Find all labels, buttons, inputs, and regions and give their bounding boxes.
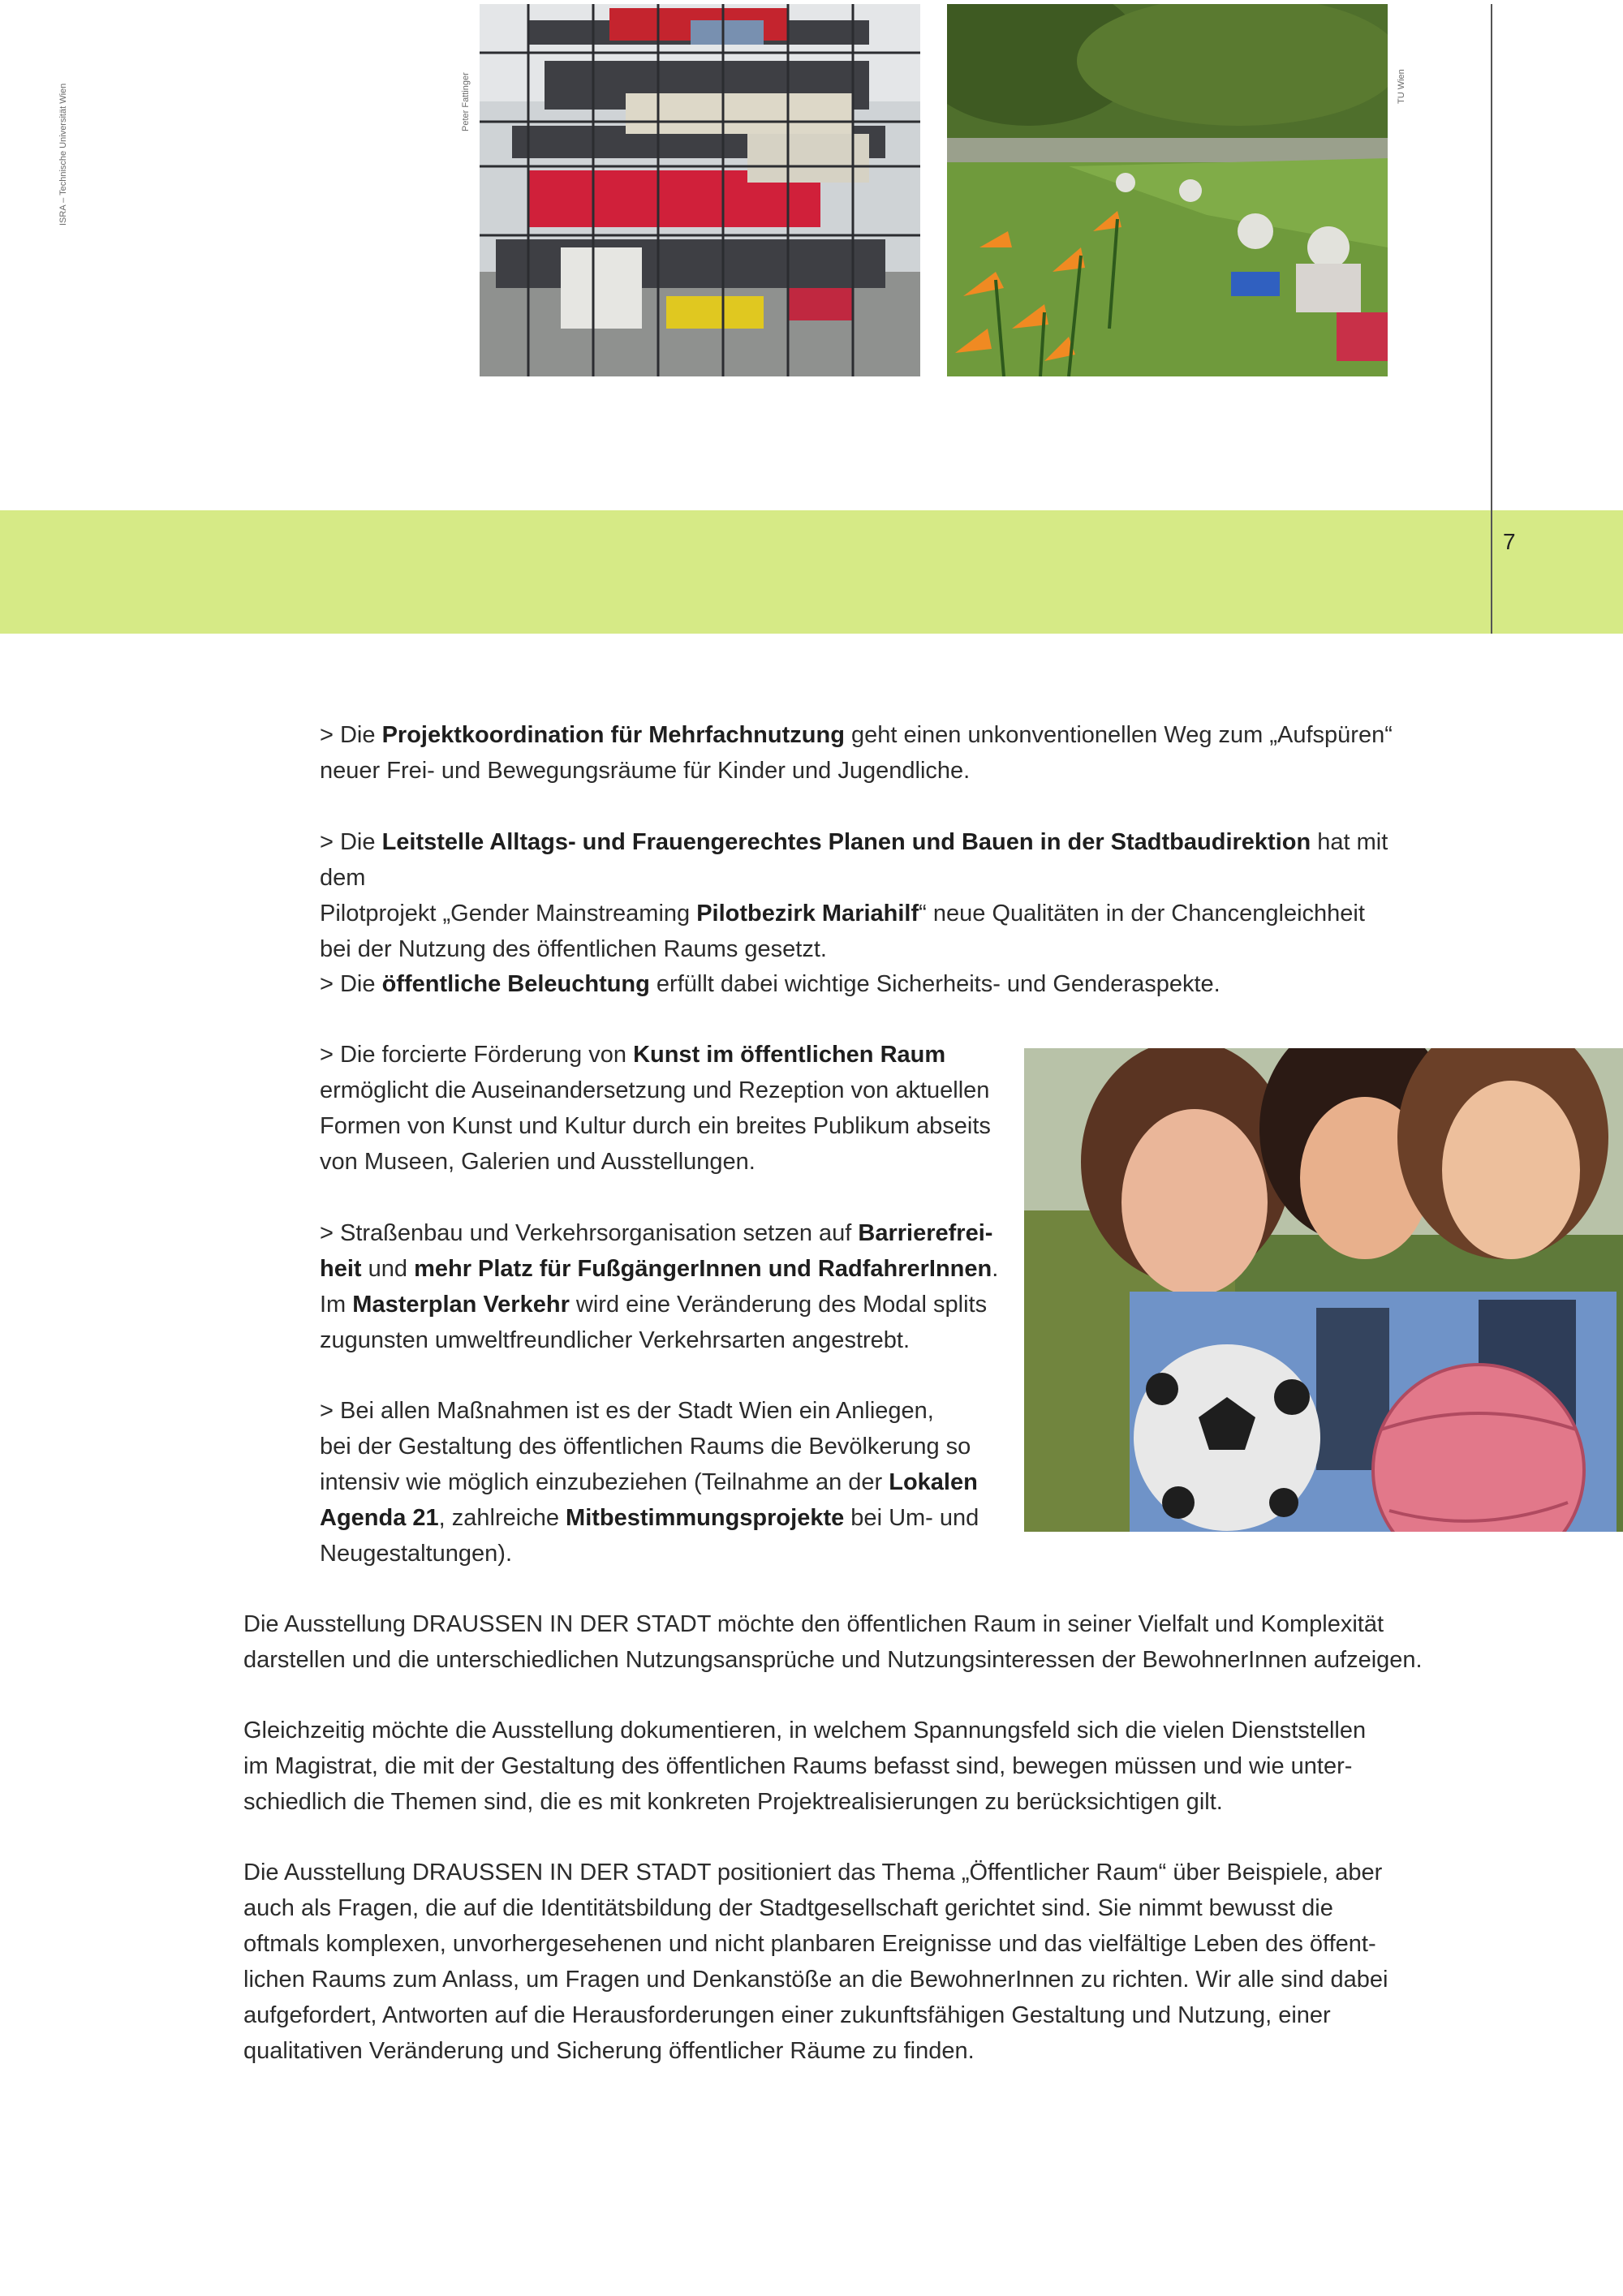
text-run: erfüllt dabei wichtige Sicherheits- und Genderaspekte.	[649, 971, 1220, 997]
text-run: > Die	[320, 829, 382, 855]
bullet-leitstelle	[320, 824, 1440, 967]
text-run: bei der Nutzung des öffentlichen Raums gesetzt.	[320, 936, 827, 962]
bullet-text	[320, 1215, 1034, 1358]
bold-run: mehr Platz für FußgängerInnen und RadfahrerInnen	[414, 1256, 992, 1282]
body-line: oftmals komplexen, unvorhergesehenen und nicht planbaren Ereignisse und das vielfältige Leben des öffent-	[243, 1931, 1376, 1957]
text-run: bei Um- und	[844, 1505, 979, 1531]
body-line: im Magistrat, die mit der Gestaltung des öffentlichen Raums befasst sind, bewegen müssen und wie unter-	[243, 1753, 1353, 1779]
body-line: auch als Fragen, die auf die Identitätsbildung der Stadtgesellschaft gerichtet sind. Sie nimmt bewusst die	[243, 1895, 1333, 1921]
bullet-projektkoordination	[320, 717, 1440, 789]
body-paragraph-1	[243, 1606, 1493, 1678]
bold-run: Kunst im öffentlichen Raum	[633, 1042, 946, 1068]
text-run: > Die forcierte Förderung von	[320, 1042, 634, 1068]
text-run: hat mit dem	[320, 829, 1388, 891]
bold-run: Leitstelle Alltags- und Frauengerechtes Planen und Bauen in der Stadtbaudirektion	[381, 829, 1311, 855]
photo-scaffolding-tower	[480, 4, 920, 376]
bullet-beleuchtung	[320, 966, 1440, 1002]
bullet-verkehr	[320, 1215, 1034, 1358]
text-run: zugunsten umweltfreundlicher Verkehrsarten angestrebt.	[320, 1327, 911, 1353]
text-run: geht einen unkonventionellen Weg zum „Aufspüren“	[844, 722, 1393, 748]
body-line: lichen Raums zum Anlass, um Fragen und Denkanstöße an die BewohnerInnen zu richten. Wir alle sind dabei	[243, 1967, 1388, 1993]
bullet-text	[320, 966, 1440, 1002]
vertical-rule	[1491, 4, 1492, 634]
body-line: qualitativen Veränderung und Sicherung öffentlicher Räume zu finden.	[243, 2038, 975, 2064]
body-line: aufgefordert, Antworten auf die Herausforderungen einer zukunftsfähigen Gestaltung und Nutzung, einer	[243, 2002, 1331, 2028]
text-run: , zahlreiche	[438, 1505, 566, 1531]
body-line: schiedlich die Themen sind, die es mit konkreten Projektrealisierungen zu berücksichtigen gilt.	[243, 1789, 1223, 1815]
bullet-text	[320, 824, 1440, 967]
text-run: > Die	[320, 722, 382, 748]
text-run: > Straßenbau und Verkehrsorganisation setzen auf	[320, 1220, 859, 1246]
text-run: > Die	[320, 971, 382, 997]
text-run: “ neue Qualitäten in der Chancengleichheit	[919, 901, 1365, 927]
text-run: und	[361, 1256, 415, 1282]
text-run: neuer Frei- und Bewegungsräume für Kinder und Jugendliche.	[320, 758, 971, 784]
body-line: Gleichzeitig möchte die Ausstellung dokumentieren, in welchem Spannungsfeld sich die vielen Dienststellen	[243, 1718, 1367, 1743]
bullet-kunst	[320, 1037, 1034, 1180]
body-line: Die Ausstellung DRAUSSEN IN DER STADT positioniert das Thema „Öffentlicher Raum“ über Beispiele, aber	[243, 1860, 1383, 1885]
bullet-text	[320, 1037, 1034, 1180]
bold-run: Agenda 21	[320, 1505, 439, 1531]
bold-run: heit	[320, 1256, 362, 1282]
text-run: bei der Gestaltung des öffentlichen Raums die Bevölkerung so	[320, 1434, 971, 1460]
text-run: intensiv wie möglich einzubeziehen (Teilnahme an der	[320, 1469, 889, 1495]
credit-photo1: Peter Fattinger	[461, 72, 471, 131]
bullet-mitbestimmung	[320, 1393, 1034, 1572]
bullet-text	[320, 717, 1440, 789]
photo-girls-footballs	[1024, 1048, 1623, 1532]
text-run: von Museen, Galerien und Ausstellungen.	[320, 1149, 756, 1175]
bold-run: Masterplan Verkehr	[352, 1292, 570, 1318]
text-run: ermöglicht die Auseinandersetzung und Rezeption von aktuellen	[320, 1077, 990, 1103]
page-number: 7	[1503, 529, 1516, 554]
credit-photo2: TU Wien	[1397, 69, 1406, 104]
green-header-band	[0, 510, 1623, 634]
body-text	[243, 1606, 1493, 1678]
body-text	[243, 1855, 1493, 2069]
body-paragraph-3	[243, 1855, 1493, 2069]
bullet-text	[320, 1393, 1034, 1572]
text-run: > Bei allen Maßnahmen ist es der Stadt Wien ein Anliegen,	[320, 1398, 934, 1424]
body-line: darstellen und die unterschiedlichen Nutzungsansprüche und Nutzungsinteressen der BewohnerInnen aufzeigen.	[243, 1647, 1423, 1673]
body-text	[243, 1713, 1493, 1820]
text-run: Formen von Kunst und Kultur durch ein breites Publikum abseits	[320, 1113, 991, 1139]
text-run: Im	[320, 1292, 353, 1318]
bold-run: Lokalen	[889, 1469, 978, 1495]
credit-left-margin: ISRA – Technische Universität Wien	[58, 83, 68, 226]
bold-run: Projektkoordination für Mehrfachnutzung	[381, 722, 845, 748]
bold-run: öffentliche Beleuchtung	[381, 971, 650, 997]
text-run: wird eine Veränderung des Modal splits	[569, 1292, 988, 1318]
photo-picnic-lawn	[947, 4, 1388, 376]
text-run: Pilotprojekt „Gender Mainstreaming	[320, 901, 697, 927]
body-paragraph-2	[243, 1713, 1493, 1820]
bold-run: Pilotbezirk Mariahilf	[696, 901, 919, 927]
body-line: Die Ausstellung DRAUSSEN IN DER STADT möchte den öffentlichen Raum in seiner Vielfalt und Komplexität	[243, 1611, 1384, 1637]
bold-run: Mitbestimmungsprojekte	[566, 1505, 845, 1531]
text-run: .	[992, 1256, 999, 1282]
bold-run: Barrierefrei-	[858, 1220, 993, 1246]
text-run: Neugestaltungen).	[320, 1541, 512, 1567]
